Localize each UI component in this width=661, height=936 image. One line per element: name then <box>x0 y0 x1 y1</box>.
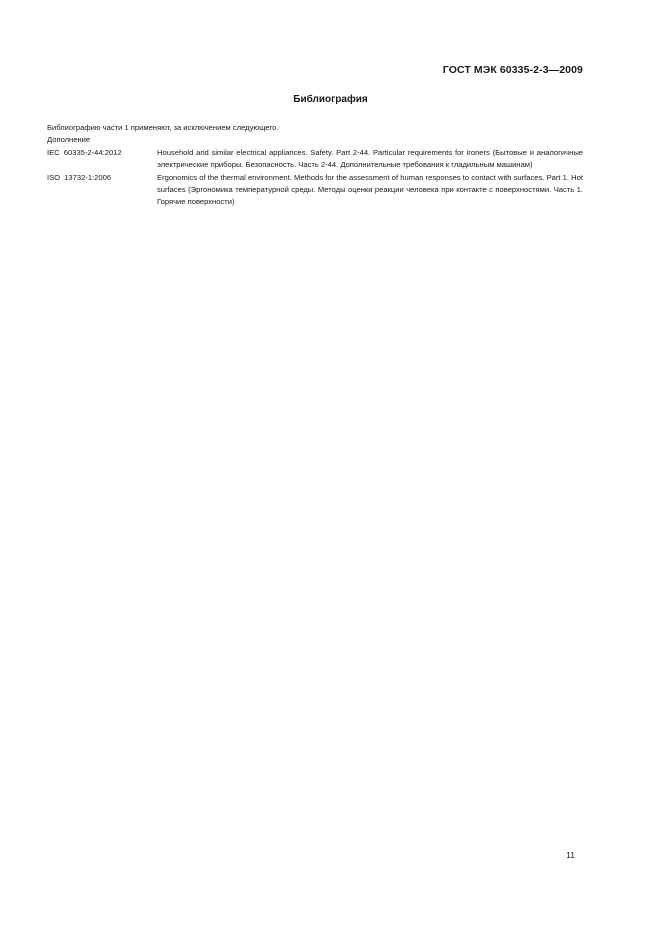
page-number: 11 <box>566 850 575 860</box>
intro-line: Библиографию части 1 применяют, за исключением следующего. <box>47 123 279 132</box>
entry-code: ISO 13732-1:2006 <box>47 172 112 182</box>
bibliography-content <box>47 122 583 209</box>
bibliography-entry <box>47 172 583 209</box>
entry-text: Household and similar electrical appliances. Safety. Part 2-44. Particular requirements for ironers (Бытовые и аналогичные электрические приборы. Безопасность. Часть 2-44. Дополнительные требования к гладильным машинам) <box>157 147 583 170</box>
addition-label: Дополнение <box>47 135 91 145</box>
entry-code: IEC 60335-2-44:2012 <box>47 147 122 157</box>
entry-text: Ergonomics of the thermal environment. Methods for the assessment of human responses to contact with surfaces. Part 1. Hot surfaces (Эргономика температурной среды. Методы оценки реакции человека при контакте с поверхностями. Часть 1. Горячие поверхности) <box>157 172 583 207</box>
bibliography-entry <box>47 147 583 172</box>
page-header-standard-id: ГОСТ МЭК 60335-2-3—2009 <box>442 64 583 76</box>
section-title: Библиография <box>293 94 368 105</box>
